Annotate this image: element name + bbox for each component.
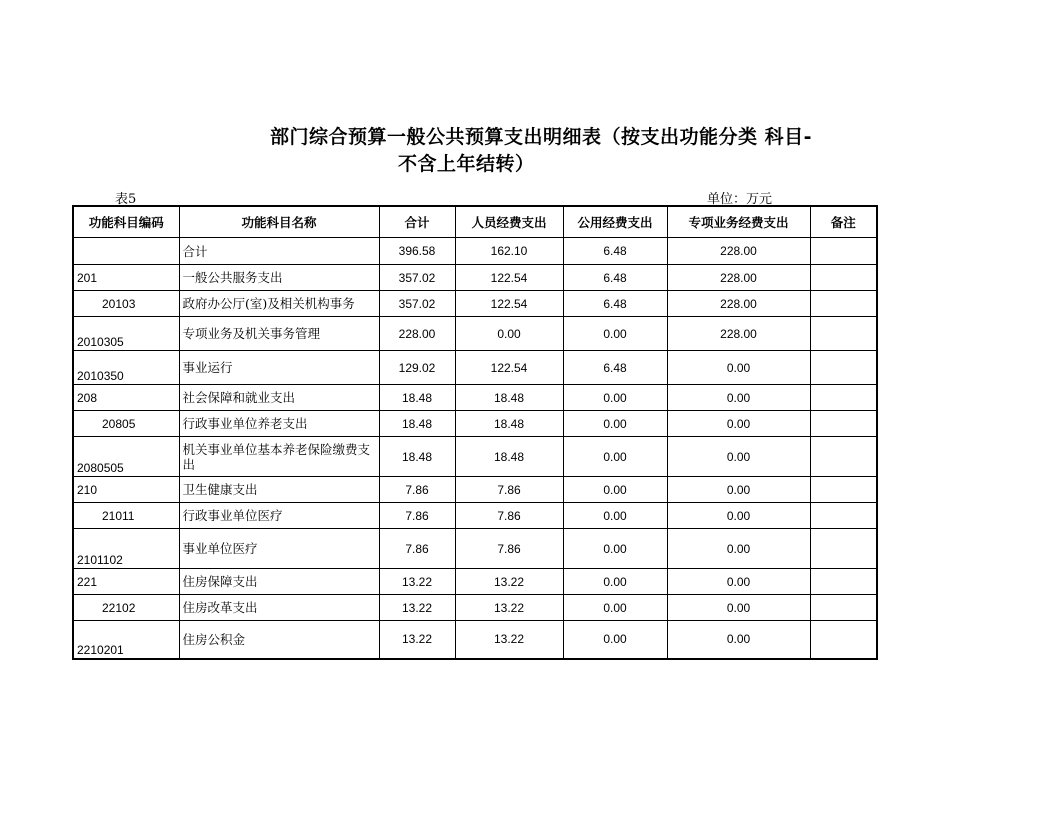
cell-personnel: 18.48 <box>455 411 563 437</box>
cell-personnel: 7.86 <box>455 477 563 503</box>
cell-public: 0.00 <box>563 595 667 621</box>
table-row <box>73 477 877 503</box>
cell-special: 0.00 <box>667 569 810 595</box>
cell-code: 21011 <box>73 503 179 529</box>
cell-name: 事业单位医疗 <box>179 529 379 569</box>
cell-name: 事业运行 <box>179 351 379 385</box>
cell-total: 13.22 <box>379 595 455 621</box>
cell-public: 0.00 <box>563 569 667 595</box>
cell-public: 6.48 <box>563 265 667 291</box>
cell-note <box>810 437 877 477</box>
cell-code: 2010350 <box>73 351 179 385</box>
cell-total: 18.48 <box>379 385 455 411</box>
cell-public: 0.00 <box>563 411 667 437</box>
cell-name: 行政事业单位医疗 <box>179 503 379 529</box>
cell-note <box>810 477 877 503</box>
header-name: 功能科目名称 <box>179 206 379 238</box>
cell-note <box>810 351 877 385</box>
cell-public: 0.00 <box>563 503 667 529</box>
cell-name: 住房公积金 <box>179 621 379 659</box>
cell-note <box>810 291 877 317</box>
cell-code: 210 <box>73 477 179 503</box>
cell-note <box>810 595 877 621</box>
cell-note <box>810 238 877 265</box>
cell-total: 7.86 <box>379 503 455 529</box>
cell-total: 7.86 <box>379 529 455 569</box>
cell-public: 6.48 <box>563 238 667 265</box>
page-title-line1: 部门综合预算一般公共预算支出明细表（按支出功能分类 科目- <box>270 126 813 148</box>
table-row <box>73 569 877 595</box>
table-row <box>73 437 877 477</box>
cell-public: 6.48 <box>563 291 667 317</box>
cell-special: 0.00 <box>667 529 810 569</box>
cell-code: 22102 <box>73 595 179 621</box>
cell-code: 2210201 <box>73 621 179 659</box>
table-row <box>73 385 877 411</box>
cell-code: 2080505 <box>73 437 179 477</box>
cell-special: 0.00 <box>667 503 810 529</box>
cell-note <box>810 621 877 659</box>
cell-total: 13.22 <box>379 569 455 595</box>
cell-note <box>810 529 877 569</box>
header-special: 专项业务经费支出 <box>667 206 810 238</box>
cell-special: 0.00 <box>667 437 810 477</box>
cell-special: 0.00 <box>667 385 810 411</box>
cell-public: 6.48 <box>563 351 667 385</box>
cell-special: 228.00 <box>667 265 810 291</box>
cell-personnel: 0.00 <box>455 317 563 351</box>
cell-name: 卫生健康支出 <box>179 477 379 503</box>
header-note: 备注 <box>810 206 877 238</box>
table-row <box>73 238 877 265</box>
header-total: 合计 <box>379 206 455 238</box>
page-title-line2: 不含上年结转） <box>398 153 535 175</box>
header-code: 功能科目编码 <box>73 206 179 238</box>
cell-code: 2010305 <box>73 317 179 351</box>
cell-personnel: 13.22 <box>455 595 563 621</box>
cell-total: 18.48 <box>379 437 455 477</box>
unit-label: 单位：万元 <box>707 192 773 207</box>
cell-code <box>73 238 179 265</box>
cell-name: 行政事业单位养老支出 <box>179 411 379 437</box>
cell-code: 208 <box>73 385 179 411</box>
cell-name: 住房保障支出 <box>179 569 379 595</box>
cell-name: 社会保障和就业支出 <box>179 385 379 411</box>
budget-table <box>72 205 878 660</box>
cell-note <box>810 503 877 529</box>
cell-public: 0.00 <box>563 385 667 411</box>
cell-note <box>810 385 877 411</box>
cell-personnel: 18.48 <box>455 437 563 477</box>
cell-total: 7.86 <box>379 477 455 503</box>
cell-code: 20805 <box>73 411 179 437</box>
cell-name: 专项业务及机关事务管理 <box>179 317 379 351</box>
cell-note <box>810 569 877 595</box>
cell-special: 228.00 <box>667 291 810 317</box>
cell-name: 机关事业单位基本养老保险缴费支出 <box>179 437 379 477</box>
cell-public: 0.00 <box>563 529 667 569</box>
cell-special: 0.00 <box>667 477 810 503</box>
cell-code: 221 <box>73 569 179 595</box>
cell-code: 20103 <box>73 291 179 317</box>
cell-name: 住房改革支出 <box>179 595 379 621</box>
cell-total: 18.48 <box>379 411 455 437</box>
table-row <box>73 265 877 291</box>
cell-special: 228.00 <box>667 317 810 351</box>
cell-total: 357.02 <box>379 265 455 291</box>
header-public: 公用经费支出 <box>563 206 667 238</box>
cell-personnel: 162.10 <box>455 238 563 265</box>
cell-personnel: 122.54 <box>455 265 563 291</box>
cell-personnel: 7.86 <box>455 503 563 529</box>
header-personnel: 人员经费支出 <box>455 206 563 238</box>
cell-personnel: 122.54 <box>455 291 563 317</box>
cell-note <box>810 265 877 291</box>
cell-personnel: 13.22 <box>455 569 563 595</box>
cell-total: 129.02 <box>379 351 455 385</box>
cell-note <box>810 317 877 351</box>
cell-personnel: 13.22 <box>455 621 563 659</box>
table-row <box>73 621 877 659</box>
cell-special: 0.00 <box>667 595 810 621</box>
cell-public: 0.00 <box>563 437 667 477</box>
cell-code: 201 <box>73 265 179 291</box>
cell-special: 0.00 <box>667 351 810 385</box>
table-row <box>73 411 877 437</box>
cell-total: 357.02 <box>379 291 455 317</box>
table-row <box>73 291 877 317</box>
table-row <box>73 351 877 385</box>
cell-total: 228.00 <box>379 317 455 351</box>
cell-special: 228.00 <box>667 238 810 265</box>
cell-name: 一般公共服务支出 <box>179 265 379 291</box>
cell-special: 0.00 <box>667 621 810 659</box>
cell-special: 0.00 <box>667 411 810 437</box>
cell-note <box>810 411 877 437</box>
cell-total: 396.58 <box>379 238 455 265</box>
cell-public: 0.00 <box>563 317 667 351</box>
cell-personnel: 7.86 <box>455 529 563 569</box>
cell-code: 2101102 <box>73 529 179 569</box>
table-row <box>73 595 877 621</box>
cell-personnel: 122.54 <box>455 351 563 385</box>
cell-public: 0.00 <box>563 621 667 659</box>
cell-public: 0.00 <box>563 477 667 503</box>
table-number: 表5 <box>115 192 137 207</box>
table-row <box>73 317 877 351</box>
table-row <box>73 503 877 529</box>
table-row <box>73 529 877 569</box>
cell-personnel: 18.48 <box>455 385 563 411</box>
cell-name: 政府办公厅(室)及相关机构事务 <box>179 291 379 317</box>
cell-total: 13.22 <box>379 621 455 659</box>
cell-name: 合计 <box>179 238 379 265</box>
table-header-row <box>73 206 877 238</box>
